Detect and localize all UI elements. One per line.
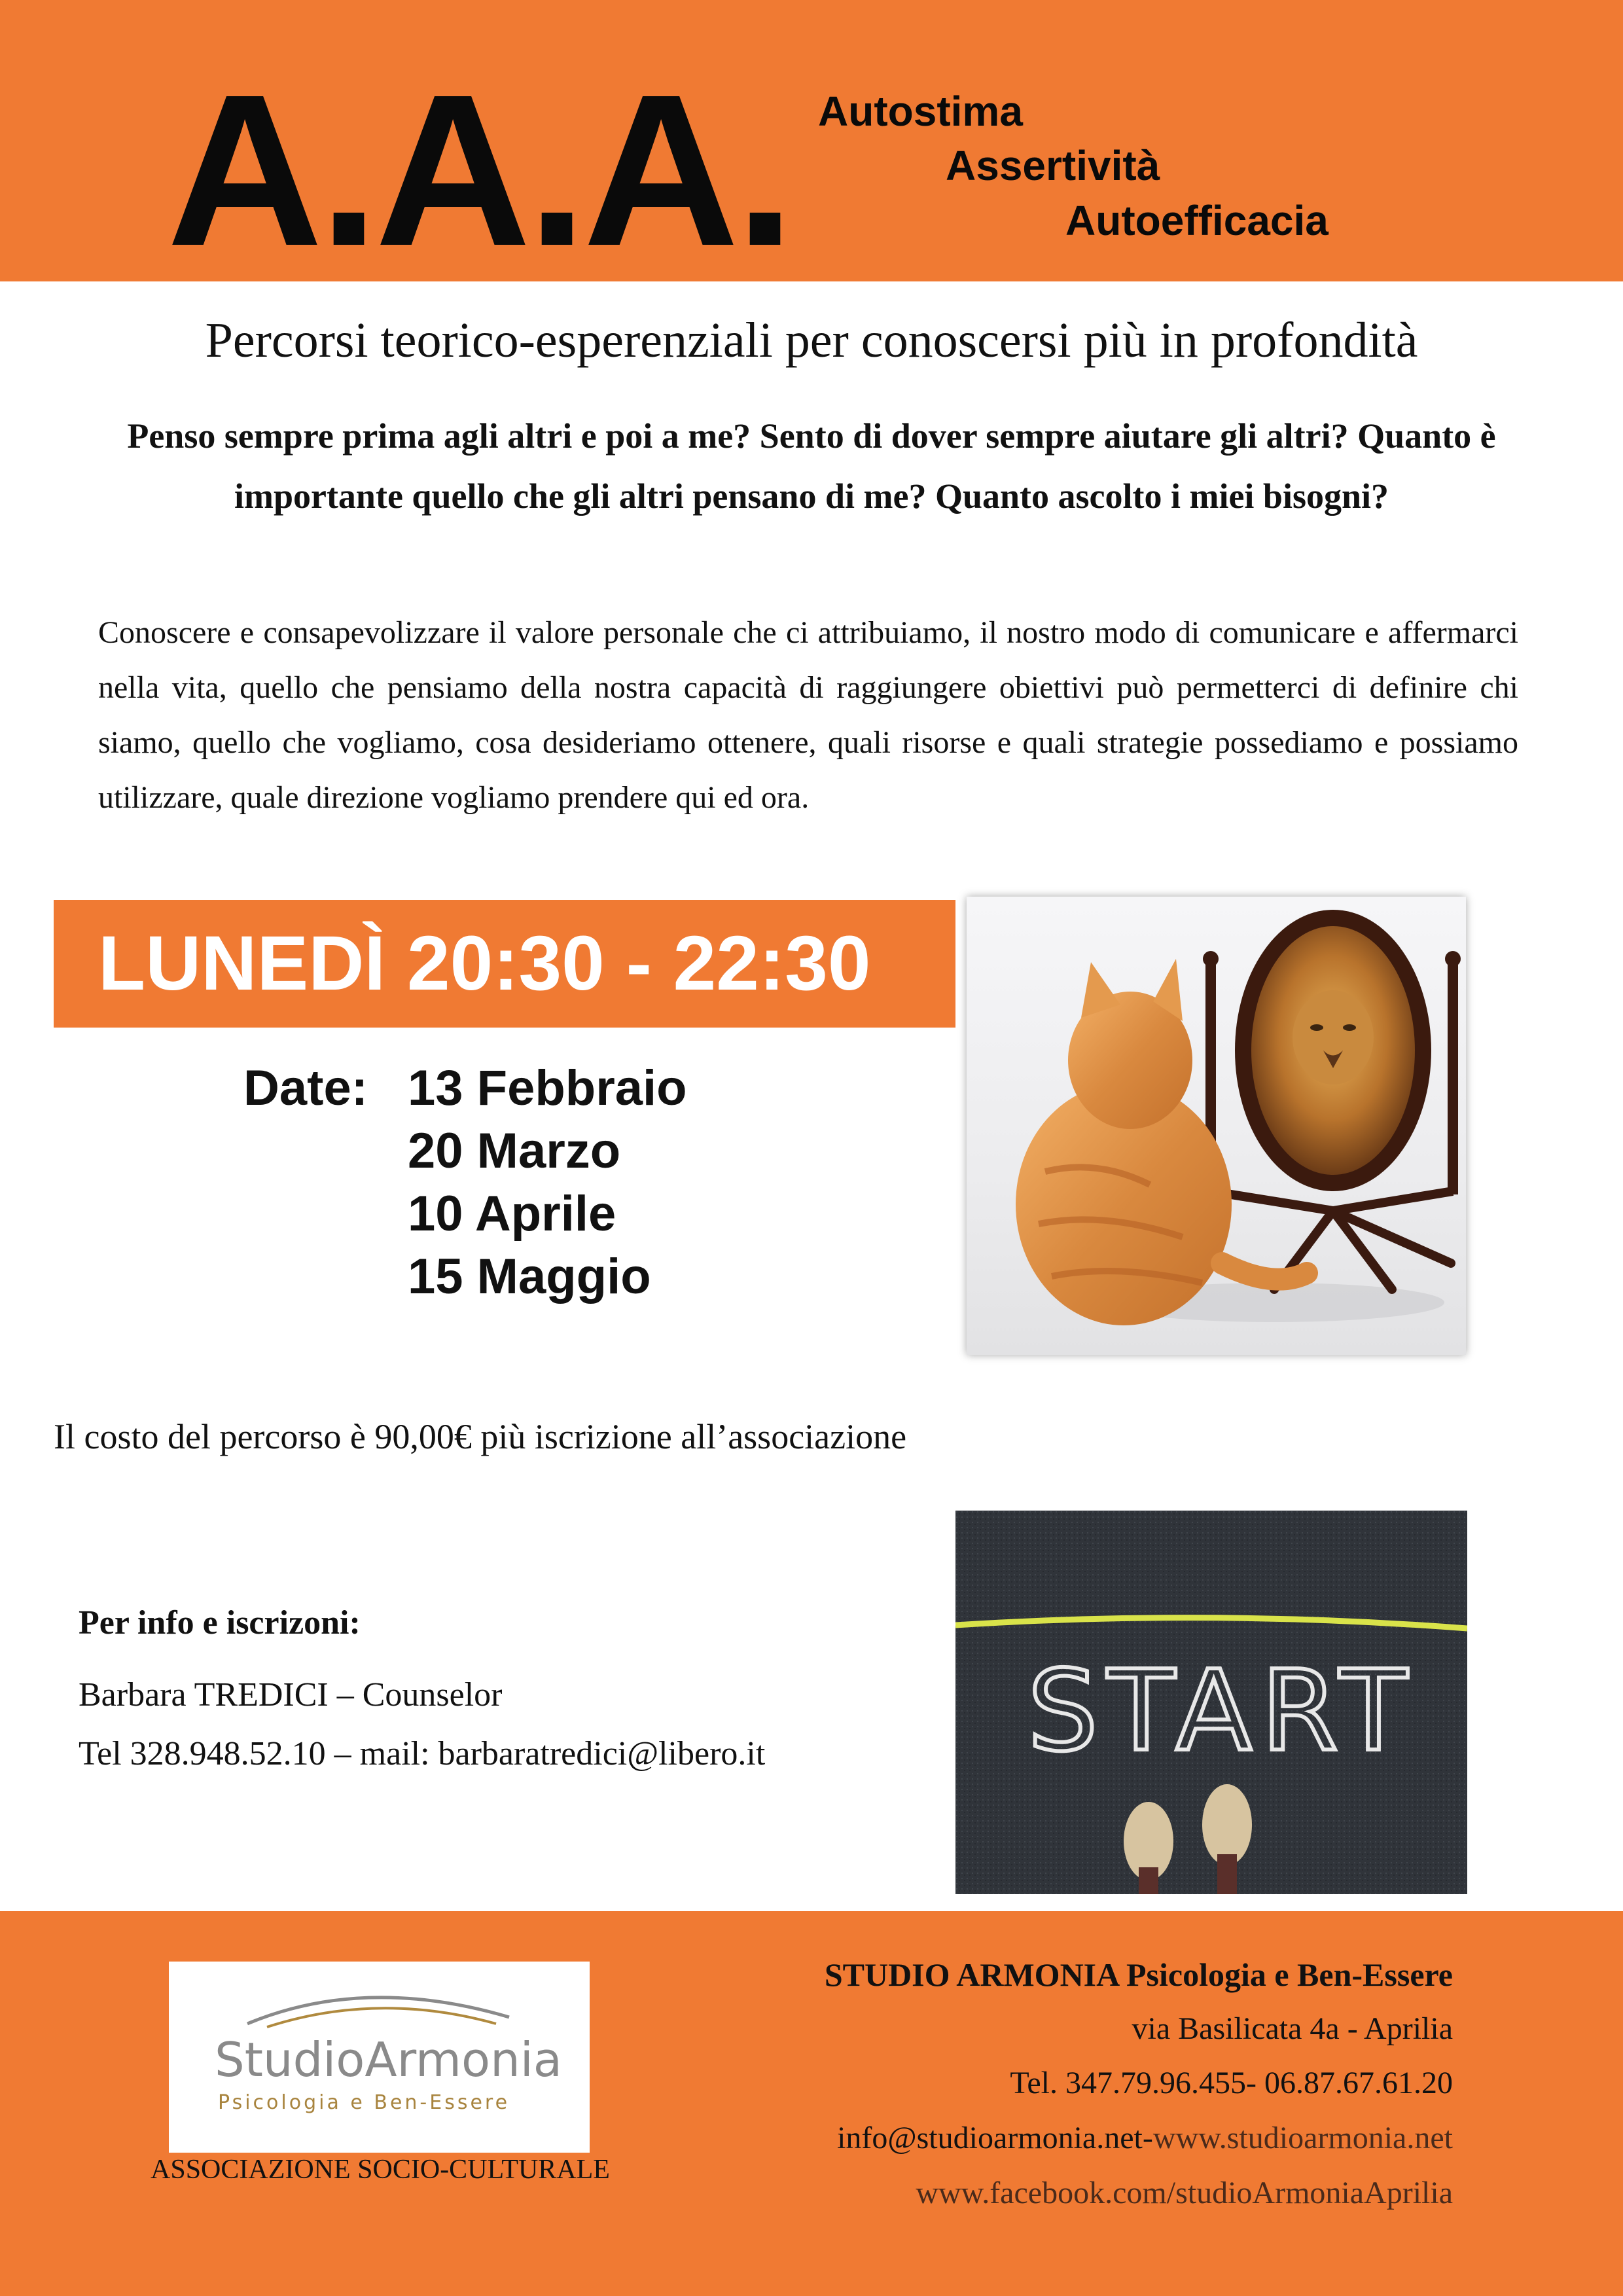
studio-email[interactable]: info@studioarmonia.net- — [837, 2121, 1153, 2155]
header-word-autoefficacia: Autoefficacia — [1065, 197, 1329, 244]
start-chalk-illustration — [955, 1511, 1467, 1894]
date-item: 20 Marzo — [408, 1123, 621, 1179]
association-label: ASSOCIAZIONE SOCIO-CULTURALE — [151, 2155, 610, 2185]
date-item: 15 Maggio — [408, 1249, 651, 1304]
header-word-autostima: Autostima — [818, 88, 1023, 135]
dates-list — [408, 1057, 687, 1308]
studio-phone: Tel. 347.79.96.455- 06.87.67.61.20 — [1010, 2066, 1453, 2100]
start-chalk-text: START — [1027, 1647, 1417, 1776]
studio-address: via Basilicata 4a - Aprilia — [1132, 2011, 1453, 2046]
kitten-mirror-illustration — [967, 897, 1466, 1355]
logo-main-text: StudioArmonia — [215, 2032, 562, 2087]
schedule-time: LUNEDÌ 20:30 - 22:30 — [98, 920, 871, 1007]
date-item: 10 Aprile — [408, 1186, 616, 1242]
dates-label: Date: — [243, 1060, 368, 1116]
logo-swoosh-icon — [169, 1962, 590, 2153]
info-title: Per info e iscrizoni: — [79, 1604, 361, 1641]
studio-facebook-link[interactable]: www.facebook.com/studioArmoniaAprilia — [916, 2176, 1453, 2210]
questions-paragraph: Penso sempre prima agli altri e poi a me? Sento di dover sempre aiutare gli altri? Quanto è importante quello che gli altri pensano di me? Quanto ascolto i miei bisogni? — [127, 416, 1496, 516]
subtitle: Percorsi teorico-esperenziali per conoscersi più in profondità — [205, 313, 1418, 368]
page-title: A.A.A. — [167, 49, 791, 291]
kitten-mirror-photo — [967, 897, 1466, 1355]
studio-contacts — [837, 2115, 1453, 2161]
date-item: 13 Febbraio — [408, 1060, 687, 1116]
studio-website-link[interactable]: www.studioarmonia.net — [1152, 2121, 1453, 2155]
cost-text: Il costo del percorso è 90,00€ più iscrizione all’associazione — [54, 1417, 907, 1456]
logo-sub-text: Psicologia e Ben-Essere — [218, 2091, 510, 2114]
info-contact: Tel 328.948.52.10 – mail: barbaratredici@libero.it — [79, 1735, 766, 1772]
info-name: Barbara TREDICI – Counselor — [79, 1676, 503, 1713]
studio-name: STUDIO ARMONIA Psicologia e Ben-Essere — [824, 1956, 1453, 1993]
description-paragraph: Conoscere e consapevolizzare il valore personale che ci attribuiamo, il nostro modo di comunicare e affermarci nella vita, quello che pensiamo della nostra capacità di raggiungere obiettivi può permetterci di definire chi siamo, quello che vogliamo, cosa desideriamo ottenere, quali risorse e quali strategie possediamo e possiamo utilizzare, quale direzione vogliamo prendere qui ed ora. — [98, 615, 1518, 815]
header-word-assertivita: Assertività — [946, 142, 1160, 189]
studio-armonia-logo — [169, 1962, 590, 2153]
start-photo — [955, 1511, 1467, 1894]
